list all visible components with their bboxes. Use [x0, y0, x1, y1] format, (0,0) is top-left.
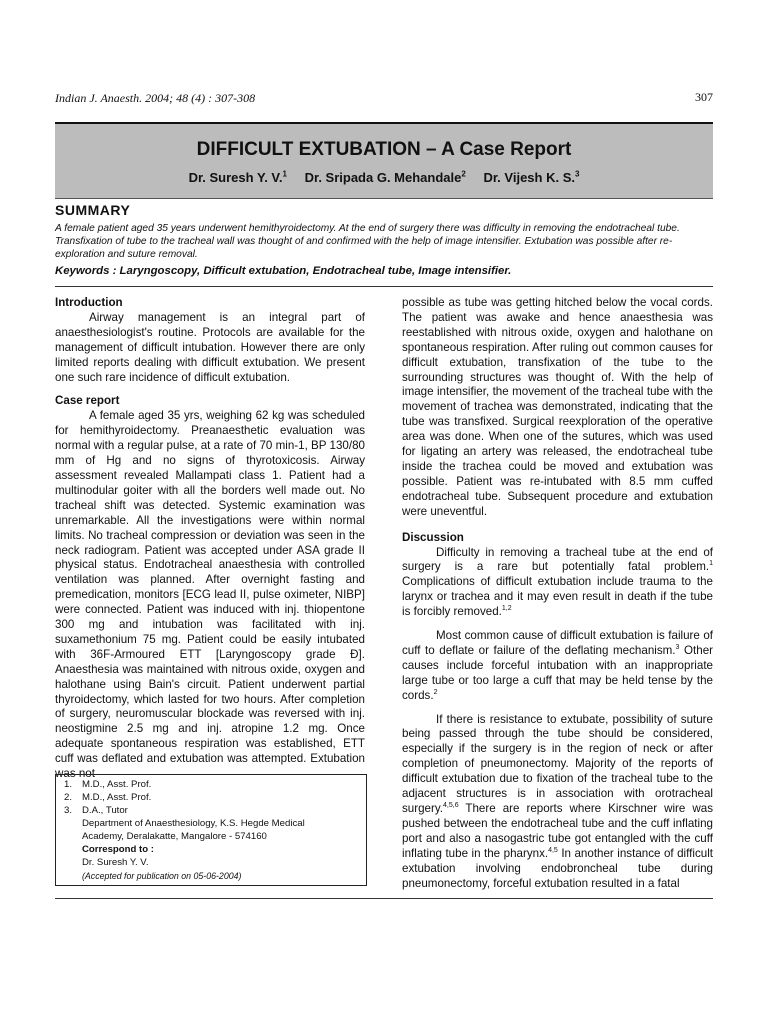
divider	[55, 286, 713, 287]
discussion-paragraph: Difficulty in removing a tracheal tube at the end of surgery is a rare but potentially fatal problem.$^1$ Complications of difficult extubation include trauma to the larynx or trachea and it may even result in death if the tube is forcibly removed.$^{1,2}$	[402, 545, 713, 619]
citation: 4,5,6	[443, 802, 459, 810]
title-banner	[55, 122, 713, 199]
citation: 3	[675, 644, 680, 652]
article-title: DIFFICULT EXTUBATION – A Case Report	[196, 139, 572, 160]
citation: 4,5	[548, 846, 558, 854]
author-affiliation: 2	[461, 169, 466, 179]
author-name: Dr. Vijesh K. S.	[483, 170, 575, 185]
correspondence-label: Correspond to :	[82, 844, 154, 855]
keywords: Keywords : Laryngoscopy, Difficult extubation, Endotracheal tube, Image intensifier.	[55, 265, 512, 277]
section-heading-discussion: Discussion	[402, 530, 464, 544]
section-heading-case-report: Case report	[55, 394, 120, 408]
citation: 1,2	[501, 605, 512, 613]
case-report-continued: possible as tube was getting hitched below the vocal cords. The patient was awake and hence anaesthesia was reestablished with nitrous oxide, oxygen and halothane on spontaneous respiration. After ruling out common causes for difficult extubation, transfixation of the tube to the surrounding structures was thought of. With the help of image intensifier, the movement of the tracheal tube with the movement of trachea was demonstrated, indicating that the tube was transfixed. Surgical reexploration of the operative area was done. When one of the sutures, which was used for ligating an artery was released, the endotracheal tube inside the trachea could be moved and extubation was possible. Patient was re-intubated with 8.5 mm cuffed endotracheal tube. Subsequent procedure and extubation were uneventful.	[402, 296, 713, 518]
footnote-item: 2. M.D., Asst. Prof.	[64, 792, 152, 803]
left-column	[55, 296, 365, 782]
affiliation-department: Department of Anaesthesiology, K.S. Hegde Medical	[82, 818, 305, 829]
affiliation-address: Academy, Deralakatte, Mangalore - 574160	[82, 831, 267, 842]
footnote-box	[55, 774, 367, 886]
citation: 1	[709, 560, 713, 568]
citation: 2	[433, 688, 438, 696]
summary-text: A female patient aged 35 years underwent hemithyroidectomy. At the end of surgery there was difficulty in removing the endotracheal tube. Transfixation of tube to the tracheal wall was thought of and confirmed with the help of image intensifier. Extubation was possible after re-exploration and suture removal.	[55, 223, 680, 260]
author-affiliation: 1	[282, 169, 287, 179]
author-affiliation: 3	[574, 169, 580, 179]
acceptance-date: (Accepted for publication on 05-06-2004)	[82, 871, 242, 881]
section-heading-introduction: Introduction	[55, 296, 123, 309]
author-name: Dr. Sripada G. Mehandale	[304, 170, 462, 185]
discussion-paragraph: If there is resistance to extubate, possibility of suture being passed through the tube should be considered, especially if the surgery is in the region of neck or after completion of pneumonectomy. Majority of the reports of difficult extubation due to fixation of the tracheal tube to the adjacent structures is in association with orotracheal surgery.$^{4,5,6}$ There are reports where Kirschner wire was pushed between the endotracheal tube and the cuff inflating port and also a nasogastric tube got entangled with the cuff inflating tube in the pharynx.$^{4,5}$ In another instance of difficult extubation involving endobroncheal tube during pneumonectomy, forceful extubation resulted in a fatal	[402, 712, 713, 890]
introduction-paragraph: Airway management is an integral part of anaesthesiologist's routine. Protocols are available for the management of difficult intubation. However there are only limited reports dealing with difficult extubation. We present one such rare incidence of difficult extubation.	[55, 310, 365, 384]
right-column	[402, 296, 713, 891]
footnote-item: 1. M.D., Asst. Prof.	[64, 779, 152, 790]
footnote-item: 3. D.A., Tutor	[64, 805, 128, 816]
author-list	[55, 170, 713, 185]
correspondence-name: Dr. Suresh Y. V.	[82, 857, 149, 868]
journal-citation: Indian J. Anaesth. 2004; 48 (4) : 307-308	[55, 91, 256, 105]
author-name: Dr. Suresh Y. V.	[188, 170, 283, 185]
summary-heading: SUMMARY	[55, 202, 131, 218]
bottom-divider	[55, 898, 713, 899]
discussion-paragraph: Most common cause of difficult extubation is failure of cuff to deflate or failure of the deflating mechanism.$^3$ Other causes include forceful intubation with an inappropriate large tube or too large a cuff that may be held tense by the cords.$^2$	[402, 629, 714, 702]
case-report-paragraph: A female aged 35 yrs, weighing 62 kg was scheduled for hemithyroidectomy. Preanaesthetic evaluation was normal with a regular pulse, at a rate of 70 min-1, BP 130/80 mm of Hg and no signs of thyrotoxicosis. Airway assessment revealed Mallampati class 1. Patient had a multinodular goiter with all the borders well made out. No tracheal shift was detected. Systemic examination was unremarkable. All the investigations were within normal limits. No tracheal compression or deviation was seen in the neck radiogram. Patient was accepted under ASA grade II physical status. Endotracheal anaesthesia with controlled ventilation was planned. After overnight fasting and premedication, monitors [ECG lead II, pulse oximeter, NIBP] were connected. Patient was induced with inj. thiopentone 300 mg and intubation was facilitated with inj. suxamethonium 75 mg. Patient could be easily intubated with 36F-Armoured ETT [Laryngoscopy grade Ð]. Anaesthesia was maintained with nitrous oxide, oxygen and halothane using Bain's circuit. Patient underwent partial thyroidectomy, which lasted for two hours. After completion of surgery, neuromuscular blockade was reversed with inj. neostigmine 2.5 mg and inj. atropine 1.2 mg. Once adequate spontaneous respiration was established, ETT cuff was deflated and extubation was attempted. Extubation was not	[55, 409, 365, 781]
page-number: 307	[695, 90, 713, 104]
